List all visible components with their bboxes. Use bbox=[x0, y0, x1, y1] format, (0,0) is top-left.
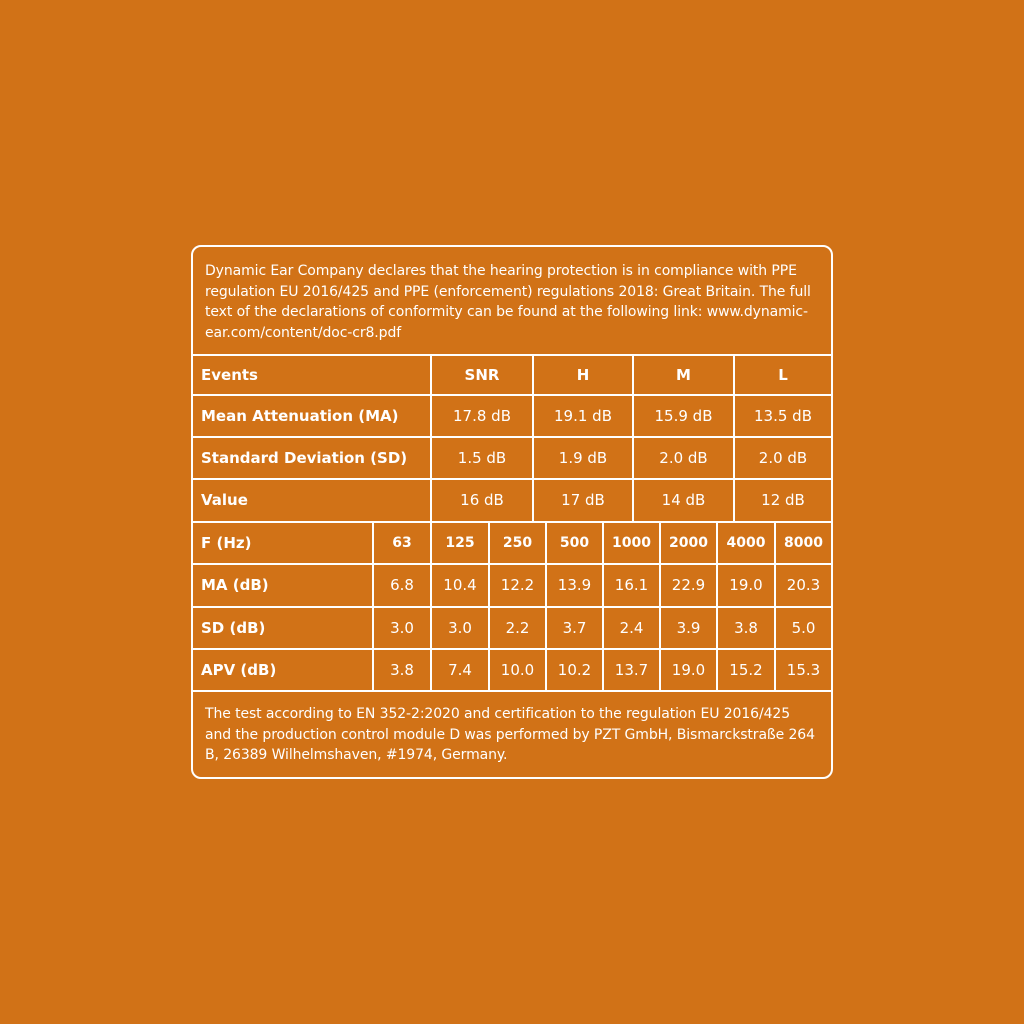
freq-header-125: 125 bbox=[445, 535, 475, 551]
rating-cell: 1.5 dB bbox=[457, 449, 507, 467]
rating-header-label: Events bbox=[201, 366, 258, 384]
freq-cell: 13.7 bbox=[614, 661, 649, 679]
rating-cell: 15.9 dB bbox=[654, 407, 713, 425]
freq-header-4000: 4000 bbox=[726, 535, 766, 551]
freq-header-2000: 2000 bbox=[669, 535, 708, 551]
freq-header-label: F (Hz) bbox=[201, 534, 252, 552]
freq-cell: 3.8 bbox=[390, 661, 414, 679]
freq-row-label: SD (dB) bbox=[201, 619, 266, 637]
freq-cell: 10.2 bbox=[557, 661, 592, 679]
rating-cell: 2.0 dB bbox=[758, 449, 808, 467]
freq-cell: 3.9 bbox=[676, 619, 701, 637]
freq-cell: 3.8 bbox=[734, 619, 758, 637]
rating-row-label: Value bbox=[201, 491, 248, 509]
rating-header-h: H bbox=[576, 366, 590, 384]
rating-cell: 2.0 dB bbox=[659, 449, 708, 467]
freq-cell: 15.2 bbox=[729, 661, 763, 679]
rating-header-l: L bbox=[778, 366, 788, 384]
freq-cell: 2.4 bbox=[619, 619, 644, 637]
freq-cell: 2.2 bbox=[505, 619, 530, 637]
freq-cell: 16.1 bbox=[614, 576, 649, 594]
freq-cell: 19.0 bbox=[729, 576, 763, 594]
freq-header-250: 250 bbox=[502, 535, 533, 551]
rating-cell: 16 dB bbox=[460, 491, 504, 509]
freq-cell: 3.7 bbox=[562, 619, 587, 637]
freq-cell: 12.2 bbox=[500, 576, 535, 594]
rating-header-snr: SNR bbox=[464, 366, 500, 384]
freq-cell: 20.3 bbox=[786, 576, 821, 594]
freq-cell: 19.0 bbox=[671, 661, 706, 679]
freq-header-63: 63 bbox=[392, 535, 412, 551]
freq-header-500: 500 bbox=[559, 535, 590, 551]
freq-row-label: MA (dB) bbox=[201, 576, 269, 594]
freq-cell: 3.0 bbox=[390, 619, 414, 637]
certification-text: The test according to EN 352-2:2020 and certification to the regulation EU 2016/425 and the production control module D was performed by PZT GmbH, Bismarckstraße 264 B, 26389 Wilhelmshaven, #1974, Germany. bbox=[205, 706, 815, 763]
compliance-card bbox=[191, 245, 833, 779]
rating-cell: 14 dB bbox=[661, 491, 706, 509]
grid-line bbox=[193, 690, 831, 692]
rating-cell: 1.9 dB bbox=[558, 449, 608, 467]
rating-cell: 17 dB bbox=[561, 491, 605, 509]
freq-cell: 15.3 bbox=[786, 661, 821, 679]
rating-cell: 12 dB bbox=[761, 491, 805, 509]
freq-row-label: APV (dB) bbox=[201, 661, 277, 679]
freq-cell: 10.0 bbox=[500, 661, 535, 679]
rating-row-label: Mean Attenuation (MA) bbox=[201, 407, 399, 425]
freq-cell: 5.0 bbox=[791, 619, 816, 637]
rating-header-m: M bbox=[676, 366, 691, 384]
freq-cell: 22.9 bbox=[671, 576, 706, 594]
freq-cell: 6.8 bbox=[390, 576, 414, 594]
freq-cell: 13.9 bbox=[557, 576, 592, 594]
freq-header-8000: 8000 bbox=[784, 535, 823, 551]
freq-cell: 7.4 bbox=[448, 661, 472, 679]
rating-cell: 13.5 dB bbox=[754, 407, 812, 425]
freq-cell: 10.4 bbox=[443, 576, 477, 594]
freq-header-1000: 1000 bbox=[612, 535, 651, 551]
freq-cell: 3.0 bbox=[448, 619, 472, 637]
rating-cell: 17.8 dB bbox=[453, 407, 511, 425]
rating-cell: 19.1 dB bbox=[554, 407, 612, 425]
declaration-text: Dynamic Ear Company declares that the hearing protection is in compliance with PPE regulation EU 2016/425 and PPE (enforcement) regulations 2018: Great Britain. The full text of the declarations of conformity can be found at the following link: www.dynamic-ear.com/content/doc-cr8.pdf bbox=[205, 263, 811, 341]
rating-row-label: Standard Deviation (SD) bbox=[201, 449, 408, 467]
